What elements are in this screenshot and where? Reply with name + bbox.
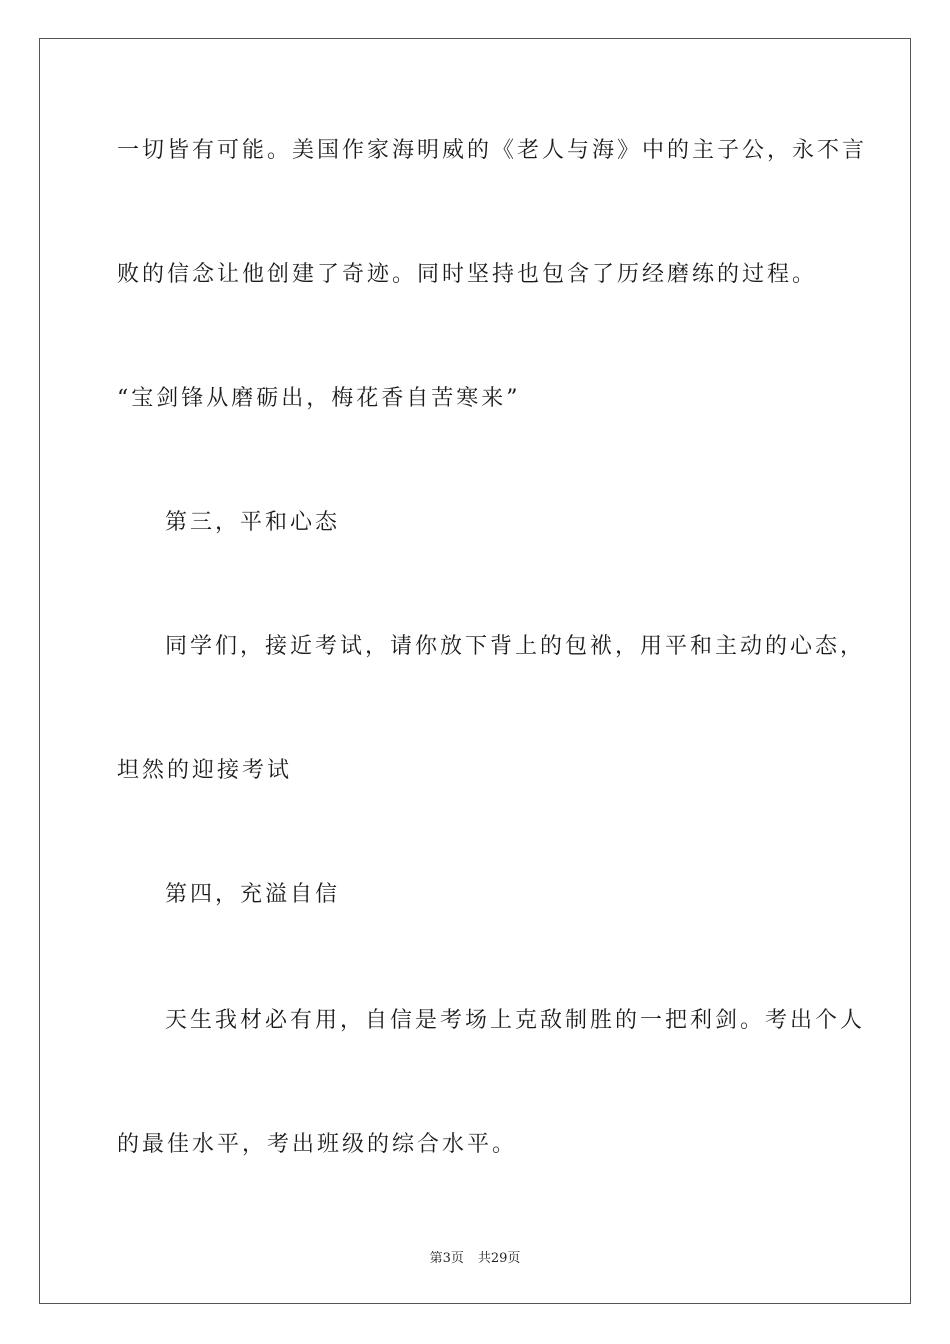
- quote-line: “宝剑锋从磨砺出，梅花香自苦寒来”: [117, 386, 521, 411]
- section-heading-3: 第三，平和心态: [165, 510, 341, 535]
- paragraph-line-1: 一切皆有可能。美国作家海明威的《老人与海》中的主子公，永不言: [117, 138, 868, 163]
- page-border: [39, 38, 911, 1304]
- page-footer: [0, 1247, 950, 1266]
- page-number-total: 共29页: [477, 1251, 521, 1266]
- page-number-current: 第3页: [429, 1251, 464, 1266]
- paragraph-line-8: 天生我材必有用，自信是考场上克敌制胜的一把利剑。考出个人: [165, 1008, 866, 1033]
- paragraph-line-2: 败的信念让他创建了奇迹。同时坚持也包含了历经磨练的过程。: [117, 262, 818, 287]
- paragraph-line-5: 同学们，接近考试，请你放下背上的包袱，用平和主动的心态，: [165, 634, 866, 659]
- paragraph-line-6: 坦然的迎接考试: [117, 758, 293, 783]
- section-heading-4: 第四，充溢自信: [165, 882, 341, 907]
- paragraph-line-9: 的最佳水平，考出班级的综合水平。: [117, 1132, 518, 1157]
